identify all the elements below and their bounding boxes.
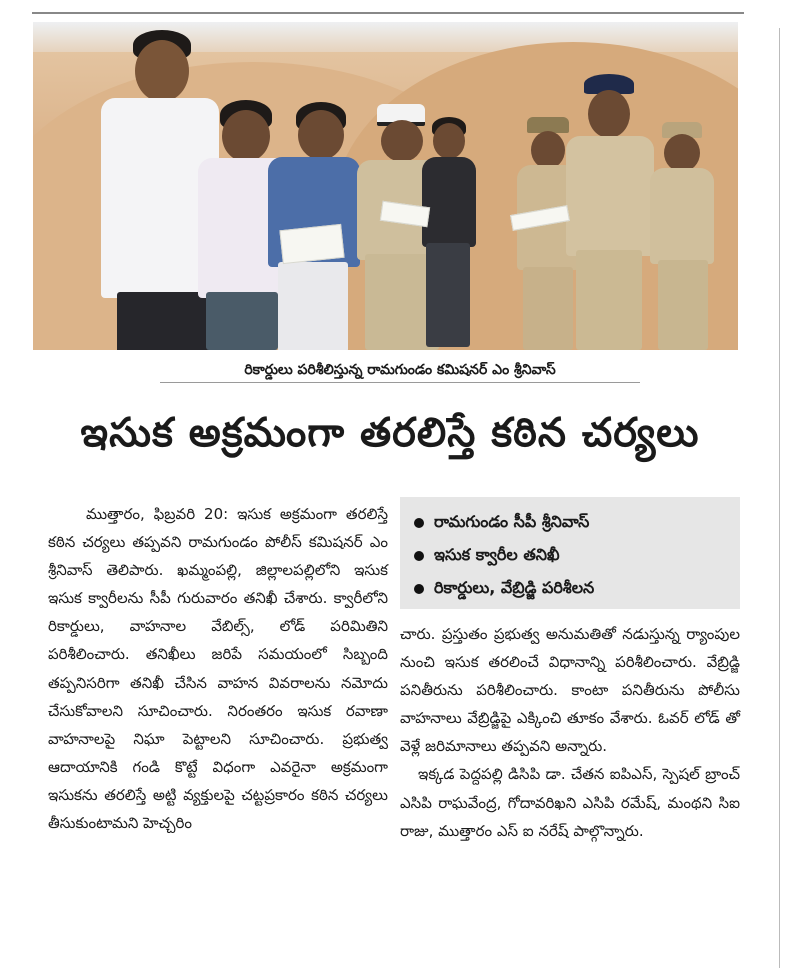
article-body-left: ముత్తారం, ఫిబ్రవరి 20: ఇసుక అక్రమంగా తరలిస్తే కఠిన చర్యలు తప్పవని రామగుండం పోలీస్ కమిషనర్ ఎం శ్రీనివాస్ తెలిపారు. ఖమ్మంపల్లి, జిల్లాలపల్లిలోని ఇసుక ఇసుక క్వారీలను సీపీ గురువారం తనిఖీ చేశారు. క్వారీలోని రికార్డులు, వాహనాల వేబిల్స్, లోడ్ పరిమితిని పరిశీలించారు. తనిఖీలు జరిపే సమయంలో సిబ్బంది తప్పనిసరిగా తనిఖీ చేసిన వాహన వివరాలను నమోదు చేసుకోవాలని సూచించారు. నిరంతరం ఇసుక రవాణా వాహనాలపై నిఘా పెట్టాలని సూచించారు. ప్రభుత్వ ఆదాయానికి గండి కొట్టే విధంగా ఎవరైనా అక్రమంగా ఇసుకను తరలిస్తే అట్టి వ్యక్తులపై చట్టప్రకారం కఠిన చర్యలు తీసుకుంటామని హెచ్చరిం	[48, 505, 388, 833]
bullet-icon	[414, 584, 424, 594]
paper-sheet	[279, 224, 344, 264]
article-column-left	[48, 500, 388, 837]
person-officer-beret	[558, 74, 658, 350]
highlight-item: రికార్డులు, వేబ్రిడ్జి పరిశీలన	[414, 571, 740, 604]
column-rule	[779, 28, 780, 968]
article-column-right	[400, 620, 740, 845]
highlight-item: రామగుండం సీపీ శ్రీనివాస్	[414, 505, 740, 538]
person-black-shirt	[418, 117, 478, 347]
news-photo	[33, 22, 738, 350]
top-rule	[32, 12, 744, 14]
article-body-right-p1: చారు. ప్రస్తుతం ప్రభుత్వ అనుమతితో నడుస్తున్న ర్యాంపుల నుంచి ఇసుక తరలించే విధానాన్ని పరిశీలించారు. వేబ్రిడ్జి పనితీరును పరిశీలించారు. కాంటా పనితీరును పోలీసు వాహనాలు వేబ్రిడ్జిపై ఎక్కించి తూకం వేశారు. ఓవర్ లోడ్ తో వెళ్లే జరిమానాలు తప్పవని అన్నారు.	[400, 625, 740, 756]
person-officer-right	[648, 122, 718, 350]
bullet-icon	[414, 518, 424, 528]
highlights-box	[400, 497, 740, 609]
photo-caption: రికార్డులు పరిశీలిస్తున్న రామగుండం కమిషనర్ ఎం శ్రీనివాస్	[160, 358, 640, 383]
headline: ఇసుక అక్రమంగా తరలిస్తే కఠిన చర్యలు	[80, 410, 700, 456]
bullet-icon	[414, 551, 424, 561]
article-body-right-p2: ఇక్కడ పెద్దపల్లి డిసిపి డా. చేతన ఐపిఎస్, స్పెషల్ బ్రాంచ్ ఎసిపి రాఘవేంద్ర, గోదావరిఖని ఎసిపి రమేష్, మంథని సిఐ రాజు, ముత్తారం ఎస్ ఐ నరేష్ పాల్గొన్నారు.	[400, 765, 740, 840]
highlight-item: ఇసుక క్వారీల తనిఖీ	[414, 538, 740, 571]
